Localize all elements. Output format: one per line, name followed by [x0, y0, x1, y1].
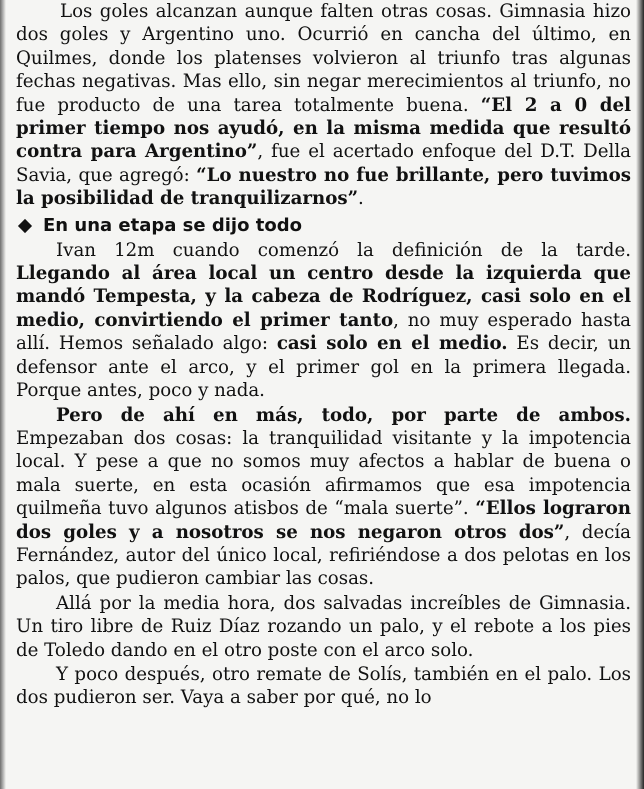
paragraph-5: Y poco después, otro remate de Solís, también en el palo. Los dos pudieron ser. Vaya a saber por qué, no lo: [16, 663, 631, 709]
article-column: [16, 0, 631, 710]
p1-quote-della-savia-1: “El 2 a 0 del primer tiempo nos ayudó, en la misma medida que resultó contra para Argentino”: [16, 94, 632, 163]
diamond-bullet-icon: [18, 219, 32, 233]
p2-text-a: Ivan 12m cuando comenzó la definición de la tarde.: [56, 239, 631, 261]
p1-text-c: , fue el acertado enfoque del D.T. Della Savia, que agregó:: [16, 141, 632, 186]
p2-text-e: Es decir, un defensor ante el arco, y el primer gol en la primera llegada. Porque antes, poco y nada.: [16, 333, 632, 402]
paragraph-2: [16, 239, 631, 403]
section-subhead: [16, 214, 631, 238]
paragraph-4: Allá por la media hora, dos salvadas increíbles de Gimnasia. Un tiro libre de Ruiz Díaz rozando un palo, y el rebote a los pies de Toledo dando en el otro poste con el arco solo.: [16, 592, 631, 661]
p3-bold-lead: Pero de ahí en más, todo, por parte de ambos.: [56, 404, 631, 426]
scan-shadow-left: [0, 0, 6, 789]
paragraph-3: [16, 404, 631, 591]
p1-text-a: Los goles alcanzan aunque falten otras cosas. Gimnasia hizo dos goles y Argentino uno. Ocurrió en cancha del último, en Quilmes, donde los platenses volvieron al triunfo tras algunas fechas negativas. Mas ello, sin negar merecimientos al triunfo, no fue producto de una tarea totalmente buena.: [16, 1, 631, 116]
p1-quote-della-savia-2: “Lo nuestro no fue brillante, pero tuvimos la posibilidad de tranquilizarnos”: [16, 164, 631, 210]
p1-text-e: .: [358, 188, 364, 210]
p3-text-b: Empezaban dos cosas: la tranquilidad visitante y la impotencia local. Y pese a que no somos muy afectos a hablar de buena o mala suerte, en esta ocasión afirmamos que esa impotencia quilmeña tuvo algunos atisbos de “mala suerte”.: [16, 427, 631, 520]
p3-quote-fernandez: “Ellos lograron dos goles y a nosotros se nos negaron otros dos”: [16, 498, 632, 543]
p2-text-c: , no muy esperado hasta allí. Hemos señalado algo:: [16, 309, 631, 355]
scan-shadow-right: [636, 0, 644, 789]
subhead-text: En una etapa se dijo todo: [43, 214, 302, 236]
p2-bold-goal: Llegando al área local un centro desde la izquierda que mandó Tempesta, y la cabeza de Rodríguez, casi solo en el medio, convirtiendo el primer tanto: [16, 263, 631, 331]
p2-bold-emphasis: casi solo en el medio.: [276, 333, 508, 355]
paragraph-1: [16, 0, 631, 211]
p3-text-d: , decía Fernández, autor del único local, refiriéndose a dos pelotas en los palos, que pudieron cambiar las cosas.: [16, 521, 631, 590]
